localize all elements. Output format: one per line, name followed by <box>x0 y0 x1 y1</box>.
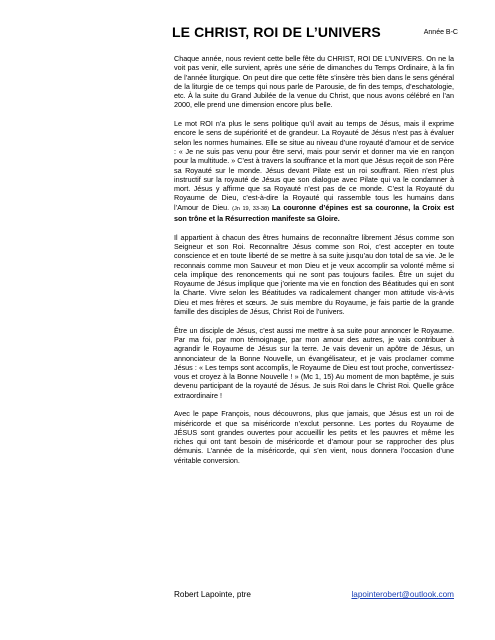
paragraph-mercy: Avec le pape François, nous découvrons, plus que jamais, que Jésus est un roi de miséricorde et que sa miséricorde n’exclut personne. Les portes du Royaume de JÉSUS sont grandes ouvertes pour accueillir les petits et les pauvres et même les riches qui ont tant besoin de miséricorde et d’amour pour se rapprocher des plus démunis. L’année de la miséricorde, qui s’en vient, nous donnera l’occasion d’une véritable conversion. <box>174 409 454 465</box>
document-header <box>172 18 472 48</box>
author-email-link[interactable]: lapointerobert@outlook.com <box>351 590 454 599</box>
author-signature: Robert Lapointe, ptre <box>174 590 251 599</box>
document-body <box>174 54 454 474</box>
document-footer <box>174 590 454 602</box>
paragraph-disciple: Être un disciple de Jésus, c’est aussi me mettre à sa suite pour annoncer le Royaume. Par ma foi, par mon témoignage, par mon amour des autres, je vais contribuer à agrandir le Royaume de Jésus sur la terre. Je vais devenir un apôtre de Jésus, un annonciateur de la Bonne Nouvelle, un évangélisateur, et je vais proclamer comme Jésus : « Les temps sont accomplis, le Royaume de Dieu est tout proche, convertissez-vous et croyez à la Bonne Nouvelle ! » (Mc 1, 15) Au moment de mon baptême, je suis devenu participant de la royauté de Jésus. Je suis Roi dans le Christ Roi. Quelle grâce extraordinaire ! <box>174 325 454 400</box>
page-title: LE CHRIST, ROI DE L’UNIVERS <box>172 24 381 40</box>
paragraph-kingship-text: Le mot ROI n’a plus le sens politique qu’il avait au temps de Jésus, mais il exprime encore le sens de supériorité et de grandeur. La Royauté de Jésus n’est pas à évaluer selon les normes humaines. Elle se situe au niveau d’une royauté d’amour et de service : « Je ne suis pas venu pour être servi, mais pour servir et donner ma vie en rançon pour la multitude. » C’est à travers la souffrance et la mort que Jésus reçoit de son Père sa Royauté sur le monde. Jésus devant Pilate est un roi souffrant. Rien n’est plus instructif sur la royauté de Jésus que son dialogue avec Pilate qui va le condamner à mort. Jésus y affirme que sa Royauté n’est pas de ce monde. C’est la Royauté du Royaume de Dieu, c’est-à-dire la Royauté qui rassemble tous les humains dans l’Amour de Dieu. <box>174 119 454 212</box>
paragraph-intro: Chaque année, nous revient cette belle fête du CHRIST, ROI DE L’UNIVERS. On ne la voit pas venir, elle survient, après une série de dimanches du Temps Ordinaire, à la fin de l’année liturgique. On peut dire que cette fête s’insère très bien dans le sens général de la liturgie de ce temps qui nous parle de Parousie, de fin des temps, d’eschatologie, etc. À la suite du Grand Jubilée de la venue du Christ, que nous avons célébré en l’an 2000, elle prend une dimension encore plus belle. <box>174 54 454 110</box>
scripture-reference: (Jn 19, 33-38) <box>232 205 269 212</box>
paragraph-kingship <box>174 119 454 223</box>
paragraph-recognition: Il appartient à chacun des êtres humains de reconnaître librement Jésus comme son Seigneur et son Roi. Reconnaître Jésus comme son Roi, c’est accepter en toute conscience et en toute liberté de se mettre à sa suite jusqu’au don total de sa vie. Je le reconnais comme mon Sauveur et mon Dieu et je veux accomplir sa volonté même si cela implique des renoncements qui ne sont pas toujours faciles. Être un sujet du Royaume de Jésus implique que j’oriente ma vie en fonction des Béatitudes qui en sont la Charte. Vivre selon les Béatitudes va radicalement changer mon attitude vis-à-vis Dieu et mes frères et sœurs. Je suis membre du Royaume, je fais partie de la grande famille des disciples de Jésus, Christ Roi de l’univers. <box>174 232 454 317</box>
liturgical-year-label: Année B-C <box>423 29 458 36</box>
emphasis-sentence: La couronne d’épines est sa couronne, la Croix est son trône et la Résurrection manifeste sa Gloire. <box>174 202 455 224</box>
